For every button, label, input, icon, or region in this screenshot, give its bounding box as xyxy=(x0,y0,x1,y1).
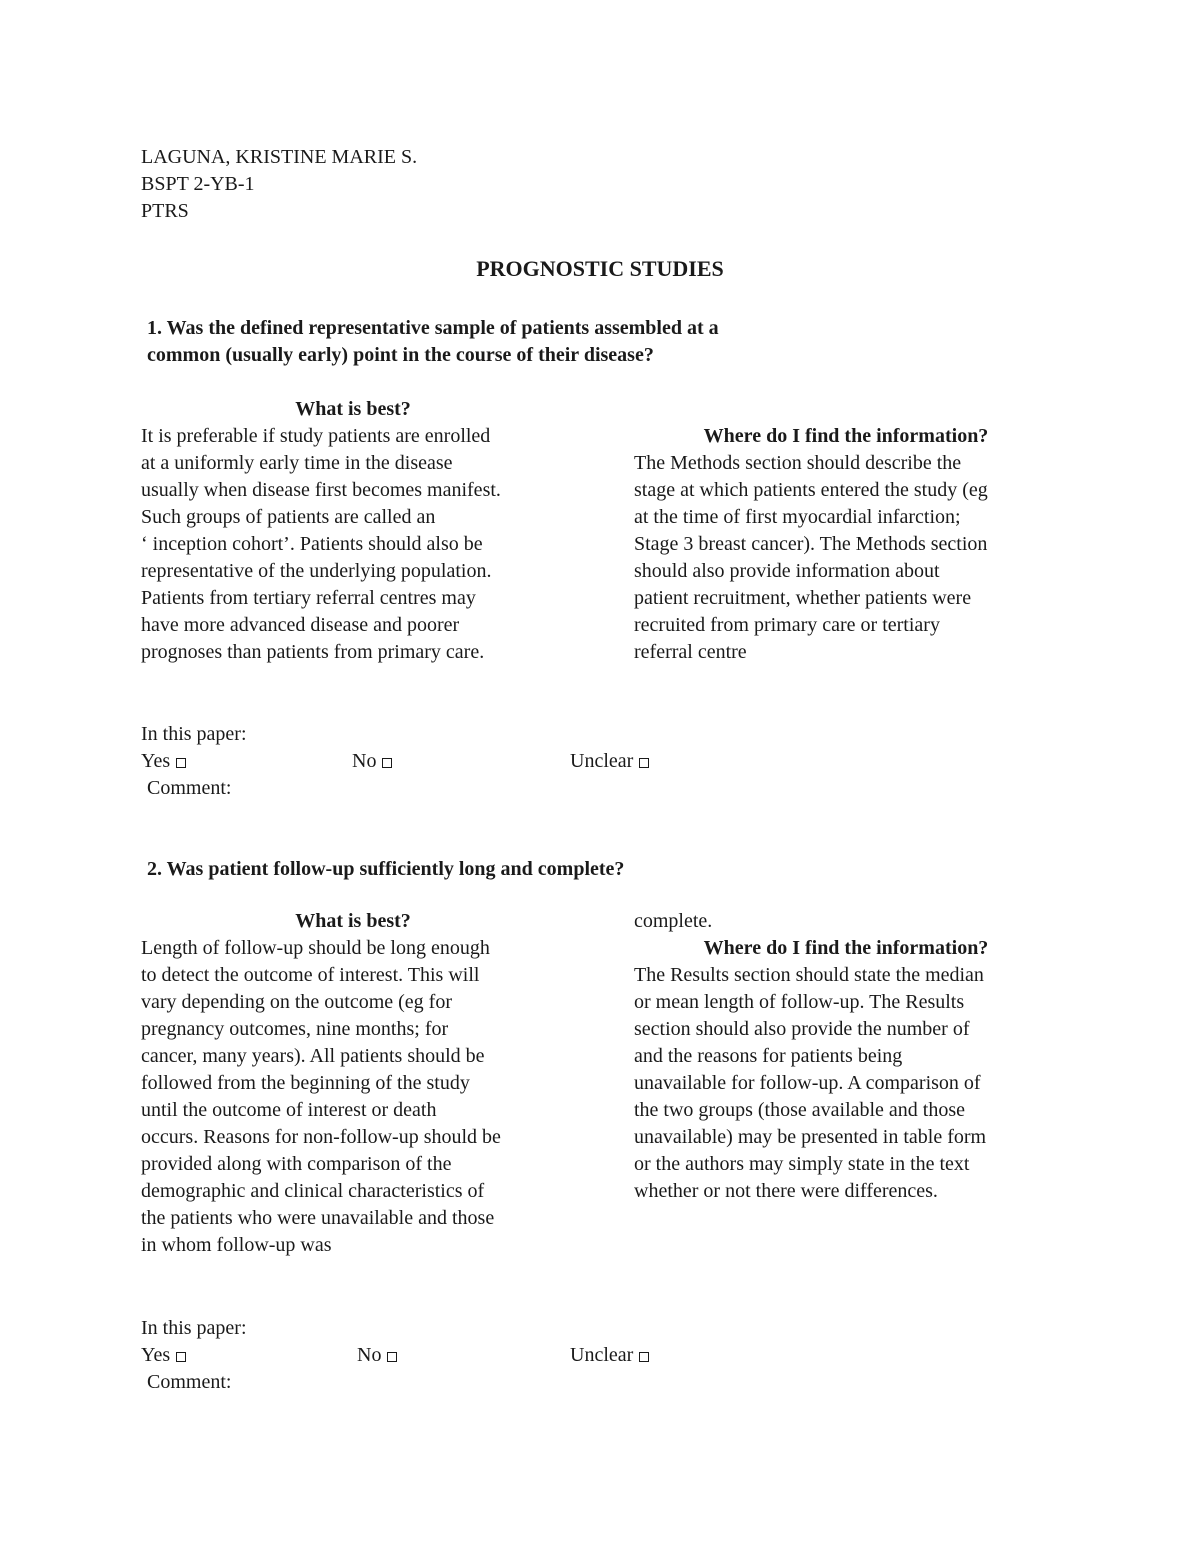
q1-find-heading: Where do I find the information? xyxy=(703,425,989,447)
q2-yes-option[interactable] xyxy=(141,1342,186,1369)
q1-question-line-1: 1. Was the defined representative sample of patients assembled at a xyxy=(147,317,719,339)
text-line: usually when disease first becomes manifest. xyxy=(141,479,501,501)
q1-no-label: No xyxy=(352,750,377,772)
text-line: the patients who were unavailable and those xyxy=(141,1207,495,1229)
q1-yes-option[interactable] xyxy=(141,748,186,775)
text-line: The Results section should state the median xyxy=(634,964,984,986)
text-line: Stage 3 breast cancer). The Methods section xyxy=(634,533,988,555)
text-line: demographic and clinical characteristics of xyxy=(141,1180,485,1202)
text-line: have more advanced disease and poorer xyxy=(141,614,460,636)
q2-yes-label: Yes xyxy=(141,1344,171,1366)
text-line: The Methods section should describe the xyxy=(634,452,962,474)
text-line: section should also provide the number of xyxy=(634,1018,970,1040)
text-line: vary depending on the outcome (eg for xyxy=(141,991,453,1013)
text-line: ‘ inception cohort’. Patients should also be xyxy=(141,533,483,555)
text-line: Patients from tertiary referral centres may xyxy=(141,587,476,609)
text-line: representative of the underlying population. xyxy=(141,560,492,582)
q2-unclear-label: Unclear xyxy=(570,1344,634,1366)
text-line: at the time of first myocardial infarction; xyxy=(634,506,961,528)
text-line: until the outcome of interest or death xyxy=(141,1099,437,1121)
text-line: provided along with comparison of the xyxy=(141,1153,452,1175)
q2-no-checkbox[interactable] xyxy=(387,1352,397,1362)
text-line: the two groups (those available and those xyxy=(634,1099,966,1121)
q1-yes-label: Yes xyxy=(141,750,171,772)
q1-no-option[interactable] xyxy=(352,748,392,775)
q1-unclear-option[interactable] xyxy=(570,748,649,775)
text-line: to detect the outcome of interest. This will xyxy=(141,964,480,986)
q1-find-text xyxy=(634,450,988,666)
q2-comment-label: Comment: xyxy=(147,1371,232,1393)
q2-no-label: No xyxy=(357,1344,382,1366)
text-line: and the reasons for patients being xyxy=(634,1045,903,1067)
text-line: Length of follow-up should be long enough xyxy=(141,937,490,959)
text-line: or mean length of follow-up. The Results xyxy=(634,991,965,1013)
text-line: referral centre xyxy=(634,641,747,663)
q1-unclear-label: Unclear xyxy=(570,750,634,772)
q2-yes-checkbox[interactable] xyxy=(176,1352,186,1362)
text-line: patient recruitment, whether patients were xyxy=(634,587,972,609)
text-line: pregnancy outcomes, nine months; for xyxy=(141,1018,449,1040)
course-code: PTRS xyxy=(141,200,189,222)
q1-comment-label: Comment: xyxy=(147,777,232,799)
q2-find-text xyxy=(634,962,986,1205)
q2-find-heading: Where do I find the information? xyxy=(703,937,989,959)
q2-best-text xyxy=(141,935,501,1259)
text-line: stage at which patients entered the study (eg xyxy=(634,479,988,501)
q2-in-paper-label: In this paper: xyxy=(141,1317,247,1339)
text-line: should also provide information about xyxy=(634,560,940,582)
text-line: cancer, many years). All patients should be xyxy=(141,1045,485,1067)
q1-yes-checkbox[interactable] xyxy=(176,758,186,768)
q2-continuation: complete. xyxy=(634,910,713,932)
text-line: prognoses than patients from primary care. xyxy=(141,641,485,663)
q1-in-paper-label: In this paper: xyxy=(141,723,247,745)
q1-best-text xyxy=(141,423,501,666)
text-line: unavailable) may be presented in table form xyxy=(634,1126,987,1148)
text-line: recruited from primary care or tertiary xyxy=(634,614,940,636)
text-line: It is preferable if study patients are enrolled xyxy=(141,425,491,447)
text-line: at a uniformly early time in the disease xyxy=(141,452,453,474)
text-line: unavailable for follow-up. A comparison of xyxy=(634,1072,981,1094)
q1-question-line-2: common (usually early) point in the course of their disease? xyxy=(147,344,654,366)
q1-no-checkbox[interactable] xyxy=(382,758,392,768)
q2-unclear-checkbox[interactable] xyxy=(639,1352,649,1362)
q2-best-heading: What is best? xyxy=(295,910,411,932)
text-line: Such groups of patients are called an xyxy=(141,506,436,528)
text-line: in whom follow-up was xyxy=(141,1234,332,1256)
text-line: or the authors may simply state in the text xyxy=(634,1153,970,1175)
q2-unclear-option[interactable] xyxy=(570,1342,649,1369)
q1-best-heading: What is best? xyxy=(295,398,411,420)
student-name: LAGUNA, KRISTINE MARIE S. xyxy=(141,146,418,168)
text-line: occurs. Reasons for non-follow-up should be xyxy=(141,1126,501,1148)
q1-unclear-checkbox[interactable] xyxy=(639,758,649,768)
text-line: whether or not there were differences. xyxy=(634,1180,938,1202)
q2-no-option[interactable] xyxy=(357,1342,397,1369)
student-section: BSPT 2-YB-1 xyxy=(141,173,255,195)
text-line: followed from the beginning of the study xyxy=(141,1072,470,1094)
page-title: PROGNOSTIC STUDIES xyxy=(476,256,724,281)
q2-question: 2. Was patient follow-up sufficiently long and complete? xyxy=(147,858,625,880)
